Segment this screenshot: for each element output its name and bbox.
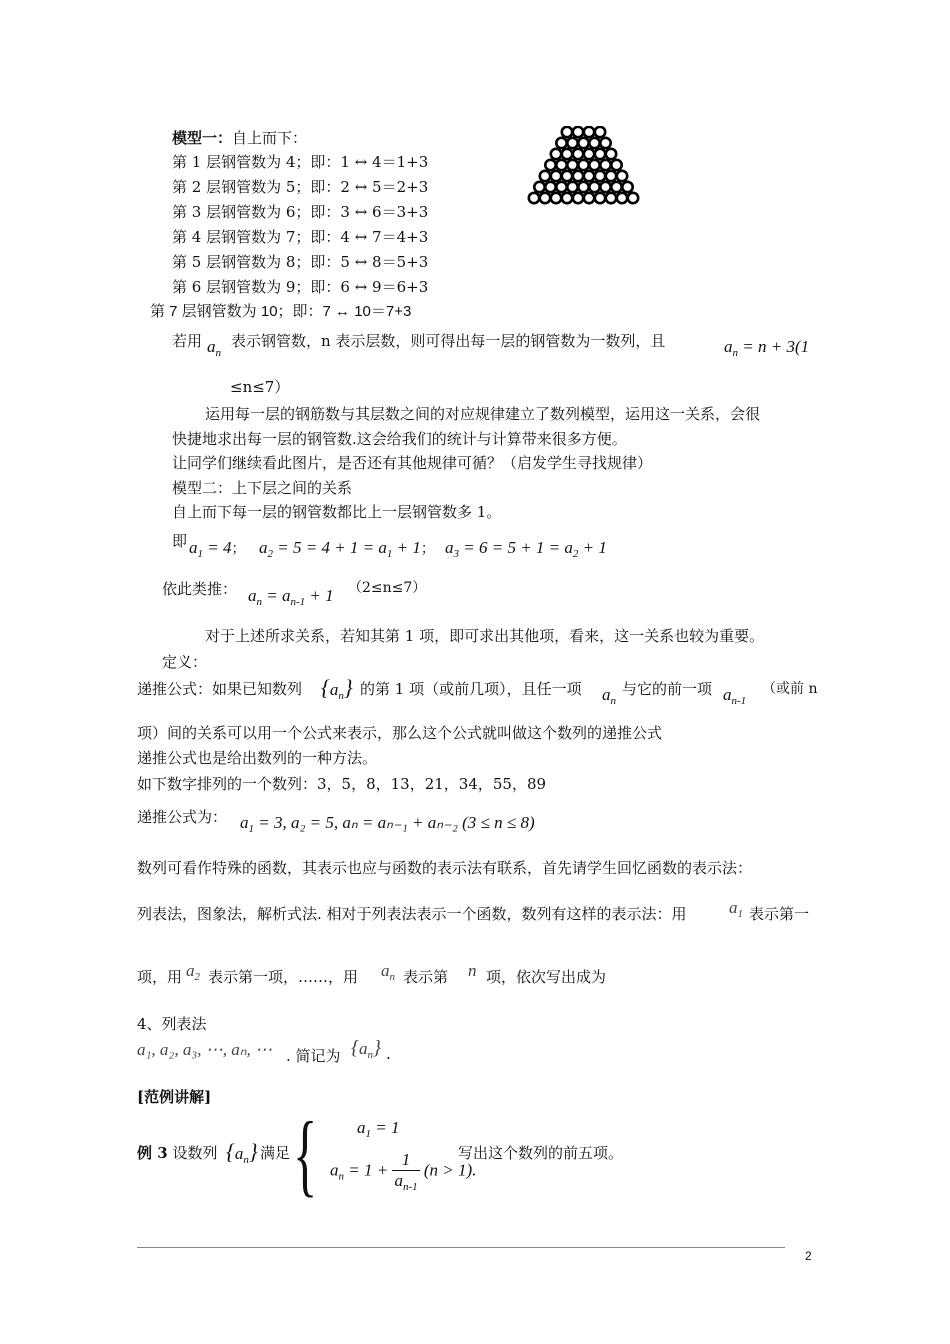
pipe-circle bbox=[595, 171, 605, 181]
pipe-circle bbox=[584, 193, 594, 203]
definition-line1d: （或前 n bbox=[762, 681, 818, 697]
pipe-circle bbox=[606, 193, 616, 203]
pipe-circle bbox=[573, 193, 583, 203]
pipe-circle bbox=[595, 149, 605, 159]
pipe-circle bbox=[567, 138, 577, 148]
model1-row-4: 第 4 层钢管数为 7；即：4 ↔ 7＝4+3 bbox=[172, 228, 429, 246]
pipe-circle bbox=[573, 149, 583, 159]
section4-note: . 简记为 bbox=[286, 1047, 341, 1065]
para6-b: 表示第一 bbox=[749, 905, 810, 923]
examples-title: [范例讲解] bbox=[137, 1088, 212, 1106]
section4-set: $\{a_n\}$ bbox=[351, 1037, 381, 1061]
model2-equation-2: $a_2 = 5 = 4 + 1 = a_1 + 1$； bbox=[259, 538, 435, 560]
para4: 对于上述所求关系，若知其第 1 项，即可求出其他项，看来，这一关系也较为重要。 bbox=[205, 627, 765, 645]
definition-line1c: 与它的前一项 bbox=[622, 680, 713, 698]
model2-prefix: 即 bbox=[172, 532, 188, 550]
para6-d: 表示第一项，……，用 bbox=[208, 968, 359, 986]
example-text-b: 满足 bbox=[260, 1144, 291, 1162]
fibonacci-recurrence: $a_1 = 3$, a₂ = 5, aₙ = aₙ₋₁ + aₙ₋₂ (3 ≤ n ≤ 8) bbox=[240, 813, 535, 835]
a-n-minus-1-term: $a_{n-1}$ bbox=[723, 685, 747, 707]
para2-line1: 运用每一层的钢筋数与其层数之间的对应规律建立了数列模型，运用这一关系，会很 bbox=[205, 405, 761, 423]
pipe-circle bbox=[534, 182, 544, 192]
pipe-circle bbox=[589, 160, 599, 170]
pipe-circle bbox=[584, 171, 594, 181]
section4-end: . bbox=[386, 1045, 391, 1063]
pipe-circle bbox=[556, 138, 566, 148]
a-n-term: $a_n$ bbox=[602, 685, 616, 707]
a-n-symbol: $a_n$ bbox=[207, 337, 221, 359]
pipe-pyramid-image bbox=[526, 126, 641, 210]
example-text-a: 设数列 bbox=[172, 1144, 218, 1162]
pipe-circle bbox=[540, 171, 550, 181]
pipe-circle bbox=[595, 127, 605, 137]
model1-row-3: 第 3 层钢管数为 6；即：3 ↔ 6＝3+3 bbox=[172, 203, 429, 221]
model1-heading: 模型一： bbox=[172, 129, 233, 147]
definition-line2: 项）间的关系可以用一个公式来表示，那么这个公式就叫做这个数列的递推公式 bbox=[137, 724, 663, 742]
pipe-circle bbox=[595, 193, 605, 203]
model2-equation-3: $a_3 = 6 = 5 + 1 = a_2 + 1$ bbox=[445, 538, 607, 560]
pipe-circle bbox=[578, 160, 588, 170]
system-line-1: $a_1 = 1$ bbox=[357, 1118, 400, 1140]
a-1-symbol: $a_1$ bbox=[729, 898, 743, 920]
model2-heading: 模型二：上下层之间的关系 bbox=[172, 479, 353, 497]
n-symbol: n bbox=[468, 961, 477, 980]
pipe-circle bbox=[578, 138, 588, 148]
model2-desc: 自上而下每一层的钢管数都比上一层钢管数多 1。 bbox=[172, 503, 502, 521]
model2-analog-range: （2≤n≤7） bbox=[348, 580, 427, 596]
para5: 数列可看作特殊的函数，其表示也应与函数的表示法有联系，首先请学生回忆函数的表示法： bbox=[137, 859, 753, 877]
para2-line2: 快捷地求出每一层的钢管数.这会给我们的统计与计算带来很多方便。 bbox=[172, 430, 627, 448]
model2-analog: 依此类推： bbox=[162, 580, 238, 598]
pipe-circle bbox=[600, 138, 610, 148]
para6-a: 列表法，图象法，解析式法. 相对于列表法表示一个函数，数列有这样的表示法：用 bbox=[137, 905, 687, 923]
model1-row-1: 第 1 层钢管数为 4；即：1 ↔ 4＝1+3 bbox=[172, 153, 429, 171]
pipe-circle bbox=[551, 171, 561, 181]
pipe-circle bbox=[551, 193, 561, 203]
pipe-circle bbox=[556, 182, 566, 192]
definition-label: 定义： bbox=[162, 653, 208, 671]
definition-line1b: 的第 1 项（或前几项），且任一项 bbox=[360, 680, 582, 698]
pipe-circle bbox=[611, 160, 621, 170]
pipe-circle bbox=[551, 149, 561, 159]
pipe-circle bbox=[529, 193, 539, 203]
pipe-circle bbox=[562, 193, 572, 203]
model1-row-7: 第 7 层钢管数为 10；即：7 ↔ 10＝7+3 bbox=[150, 303, 412, 320]
definition-line3: 递推公式也是给出数列的一种方法。 bbox=[137, 749, 378, 767]
system-brace: { bbox=[293, 1103, 318, 1205]
pipe-circle bbox=[600, 160, 610, 170]
pipe-circle bbox=[540, 193, 550, 203]
example-label: 例 3 bbox=[137, 1144, 168, 1162]
pipe-circle bbox=[606, 171, 616, 181]
model1-heading-rest: 自上而下： bbox=[232, 129, 308, 147]
model2-analog-equation: $a_n = a_{n-1} + 1$ bbox=[248, 586, 334, 608]
a-n-formula: $a_n = n + 3(1$ bbox=[724, 337, 810, 359]
model1-row-5: 第 5 层钢管数为 8；即：5 ↔ 8＝5+3 bbox=[172, 253, 429, 271]
a-n-symbol-2: $a_n$ bbox=[381, 961, 395, 983]
pipe-circle bbox=[611, 182, 621, 192]
pipe-circle bbox=[622, 182, 632, 192]
pipe-circle bbox=[545, 160, 555, 170]
pipe-circle bbox=[584, 149, 594, 159]
pipe-circle bbox=[545, 182, 555, 192]
para6-e: 表示第 bbox=[403, 968, 449, 986]
definition-line1a: 递推公式：如果已知数列 bbox=[137, 680, 303, 698]
model1-row-2: 第 2 层钢管数为 5；即：2 ↔ 5＝2+3 bbox=[172, 178, 429, 196]
para1-mid: 表示钢管数，n 表示层数，则可得出每一层的钢管数为一数列，且 bbox=[231, 332, 666, 350]
example-set: $\{a_n\}$ bbox=[226, 1139, 258, 1166]
pipe-circle bbox=[617, 171, 627, 181]
page-number: 2 bbox=[805, 1249, 812, 1263]
pipe-circle bbox=[567, 182, 577, 192]
footer-divider bbox=[137, 1247, 785, 1248]
pipe-circle bbox=[589, 182, 599, 192]
section4-sequence: a₁, a₂, a₃, ⋯, aₙ, ⋯ bbox=[137, 1040, 273, 1059]
pipe-circle bbox=[584, 127, 594, 137]
pipe-circle bbox=[600, 182, 610, 192]
pipe-circle bbox=[567, 160, 577, 170]
pipe-circle bbox=[573, 171, 583, 181]
para1-cont: ≤n≤7） bbox=[230, 378, 290, 396]
pipe-circle bbox=[573, 127, 583, 137]
pipe-circle bbox=[562, 127, 572, 137]
pipe-circle bbox=[628, 193, 638, 203]
pipe-circle bbox=[589, 138, 599, 148]
para6-c: 项，用 bbox=[137, 968, 183, 986]
section4-title: 4、列表法 bbox=[137, 1015, 207, 1033]
pipe-circle bbox=[578, 182, 588, 192]
pipe-circle bbox=[606, 149, 616, 159]
model1-row-6: 第 6 层钢管数为 9；即：6 ↔ 9＝6+3 bbox=[172, 278, 429, 296]
para1-prefix: 若用 bbox=[172, 332, 203, 350]
pipe-circle bbox=[556, 160, 566, 170]
para6-f: 项，依次写出成为 bbox=[486, 968, 607, 986]
definition-line5: 递推公式为： bbox=[137, 808, 228, 826]
pipe-circle bbox=[617, 193, 627, 203]
system-line-2: $a_n = 1$ + $\frac{1}{a_{n-1}}$ (n > 1). bbox=[330, 1150, 477, 1193]
a-2-symbol: $a_2$ bbox=[186, 961, 200, 983]
para3: 让同学们继续看此图片，是否还有其他规律可循？（启发学生寻找规律） bbox=[172, 454, 653, 472]
pipe-circle bbox=[562, 171, 572, 181]
pipe-circle bbox=[562, 149, 572, 159]
set-a-n: $\{a_n\}$ bbox=[321, 675, 353, 702]
model2-equation-1: $a_1 = 4$； bbox=[189, 538, 246, 560]
example-text-c: 写出这个数列的前五项。 bbox=[458, 1144, 624, 1162]
definition-line4: 如下数字排列的一个数列：3，5，8，13，21，34，55，89 bbox=[137, 775, 547, 793]
